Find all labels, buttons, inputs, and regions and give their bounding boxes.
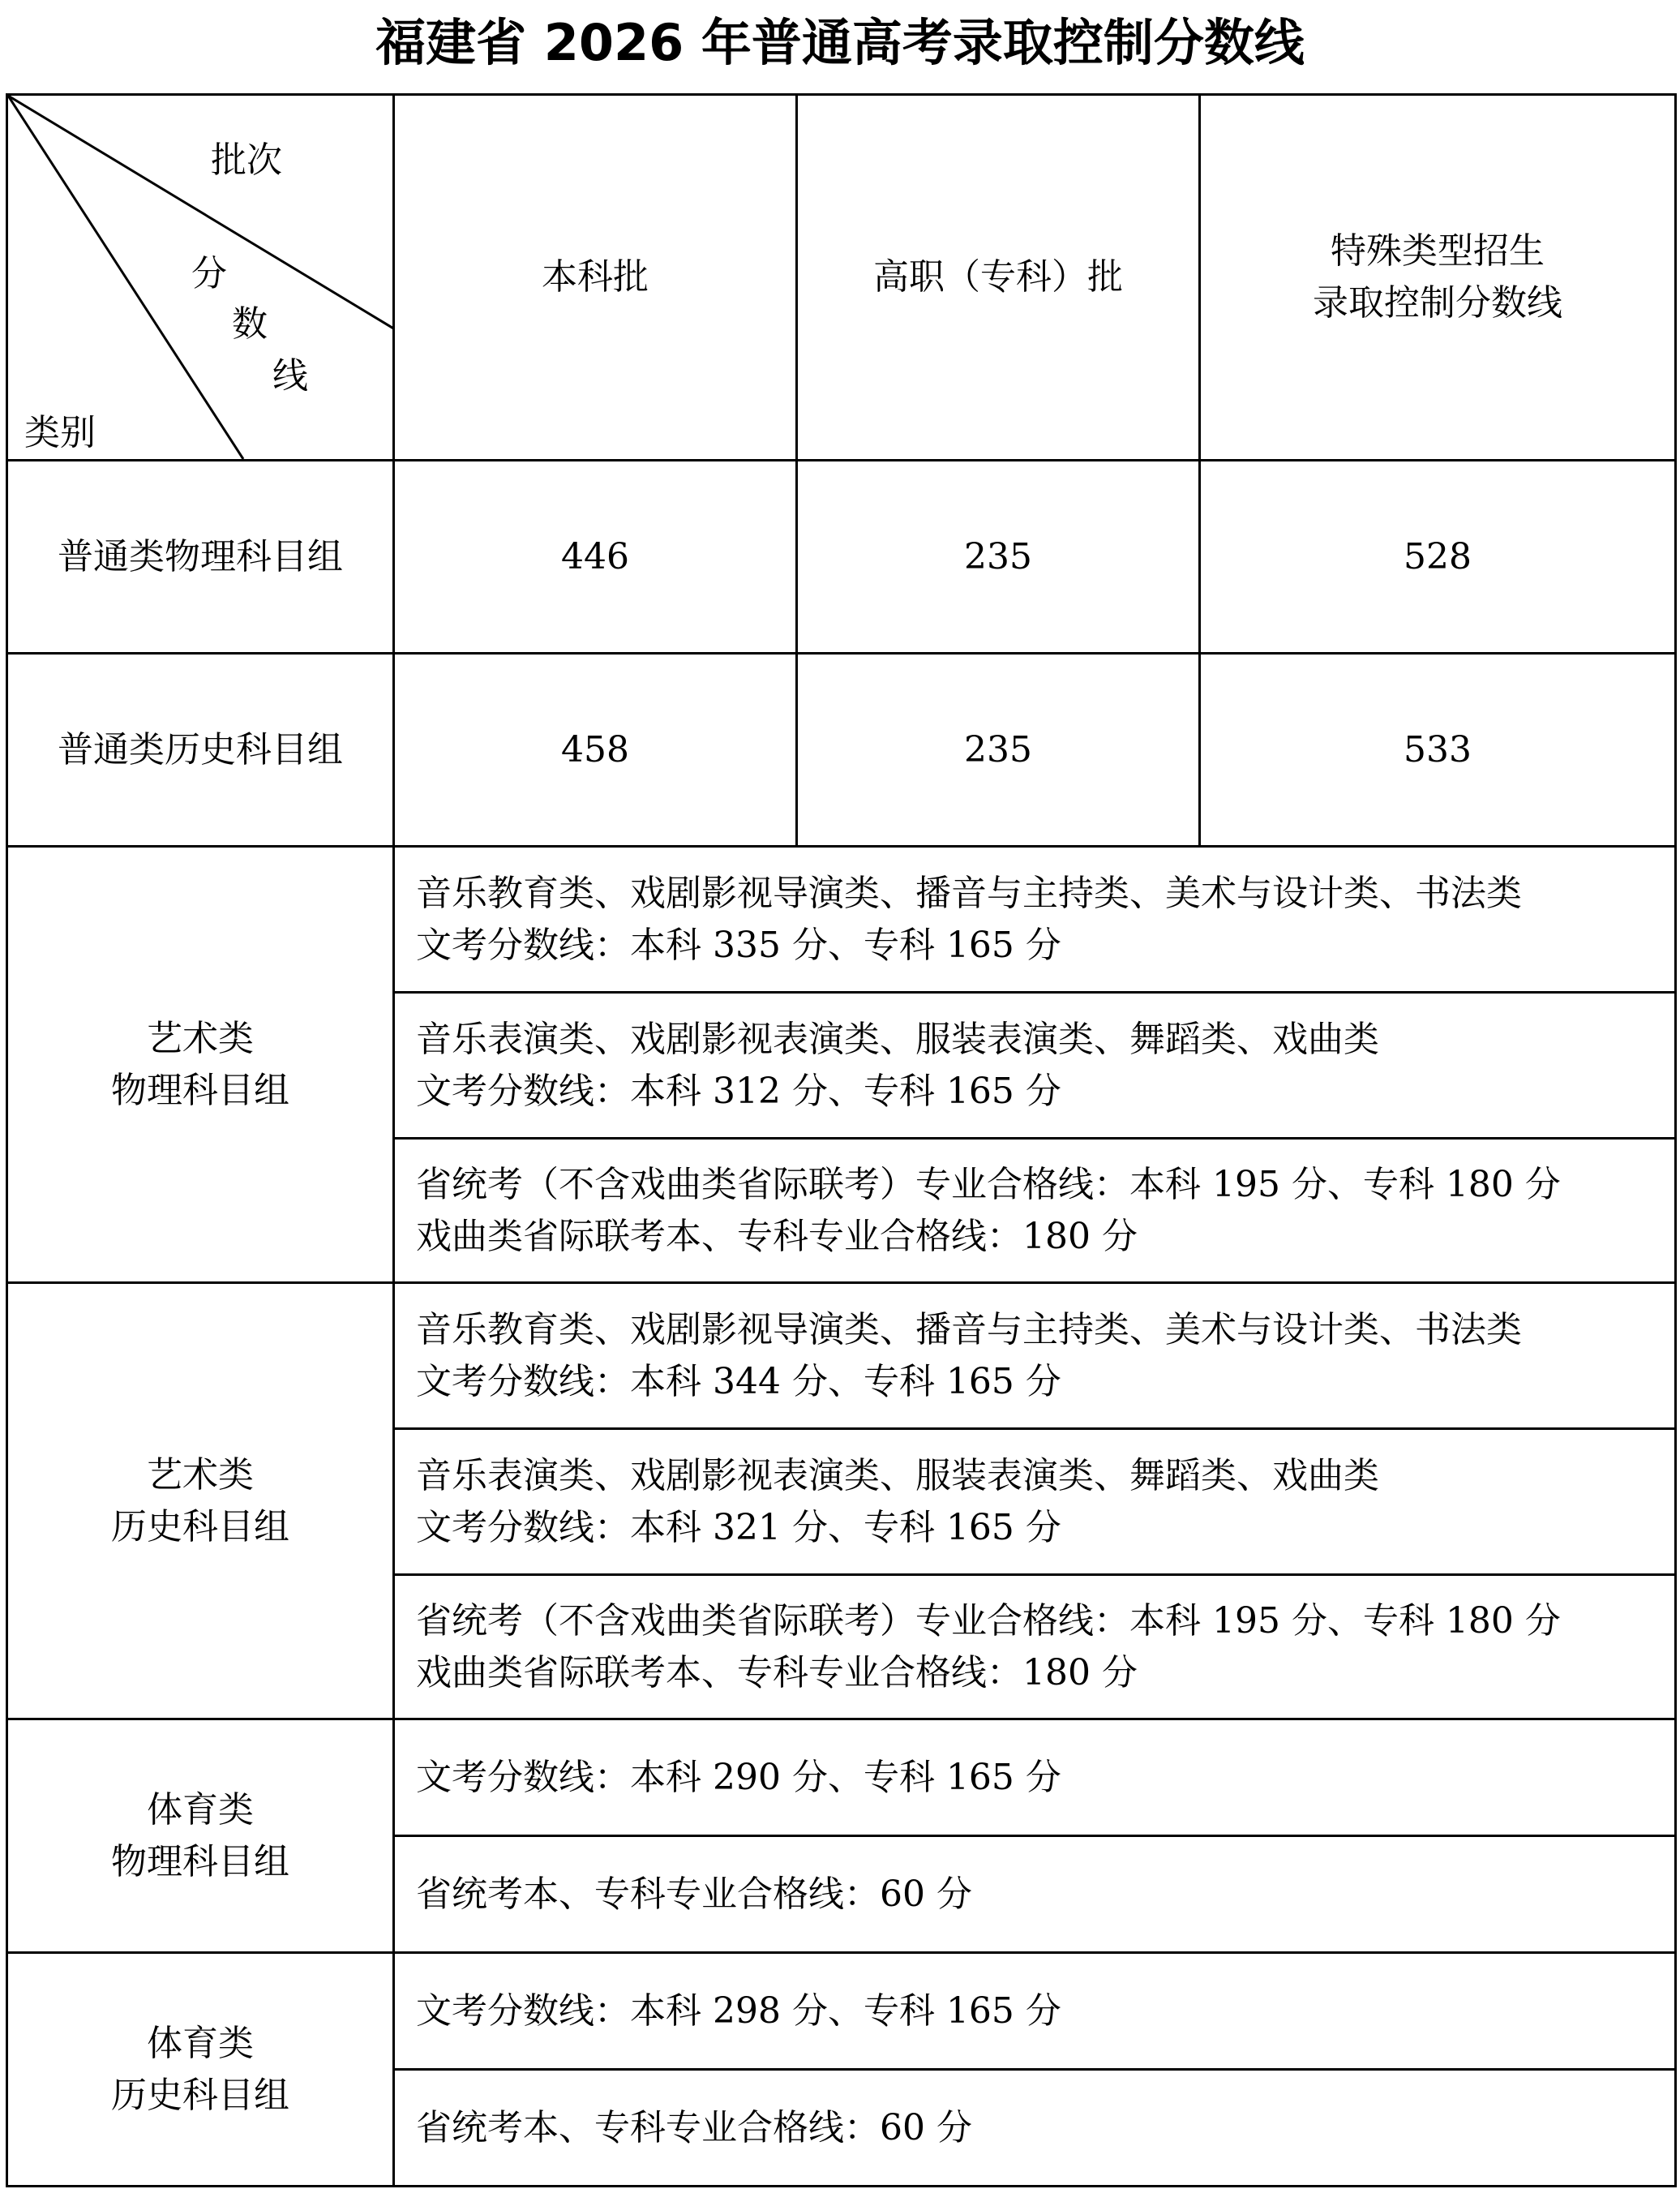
row-label-art-physics: [7, 847, 394, 1283]
group-label-line-1: 体育类: [147, 2022, 254, 2064]
score-note-cell: [394, 847, 1676, 993]
group-label-line-1: 艺术类: [147, 1017, 254, 1059]
score-note-cell: 文考分数线：本科 290 分、专科 165 分: [394, 1719, 1676, 1836]
table-row: [7, 461, 1676, 654]
score-cell: 533: [1200, 654, 1676, 847]
diagonal-corner-cell: [7, 95, 394, 461]
column-header-special: [1200, 95, 1676, 461]
table-row: [7, 654, 1676, 847]
table-row: [7, 1719, 1676, 1836]
note-line: 音乐表演类、戏剧影视表演类、服装表演类、舞蹈类、戏曲类: [416, 1018, 1379, 1060]
note-line: 戏曲类省际联考本、专科专业合格线：180 分: [416, 1215, 1138, 1257]
group-label-line-2: 物理科目组: [111, 1840, 289, 1882]
column-header-undergraduate: 本科批: [394, 95, 797, 461]
group-label-line-2: 历史科目组: [111, 2074, 289, 2116]
corner-label-score-3: 线: [272, 355, 308, 397]
score-cell: 235: [797, 461, 1200, 654]
note-line: 文考分数线：本科 335 分、专科 165 分: [416, 924, 1061, 966]
group-label-line-1: 体育类: [147, 1788, 254, 1831]
note-line: 文考分数线：本科 344 分、专科 165 分: [416, 1360, 1061, 1402]
note-line: 省统考（不含戏曲类省际联考）专业合格线：本科 195 分、专科 180 分: [416, 1163, 1561, 1205]
row-label-pe-physics: [7, 1719, 394, 1953]
table-row: [7, 1953, 1676, 2070]
note-line: 戏曲类省际联考本、专科专业合格线：180 分: [416, 1651, 1138, 1693]
special-header-line-2: 录取控制分数线: [1313, 282, 1562, 324]
table-row: [7, 1283, 1676, 1429]
page-title: 福建省 2026 年普通高考录取控制分数线: [375, 13, 1305, 72]
corner-label-score-1: 分: [191, 253, 227, 294]
note-line: 文考分数线：本科 321 分、专科 165 分: [416, 1506, 1061, 1548]
row-label-regular-history: 普通类历史科目组: [7, 654, 394, 847]
special-header-line-1: 特殊类型招生: [1331, 230, 1545, 272]
score-note-cell: [394, 1429, 1676, 1575]
score-note-cell: [394, 1139, 1676, 1283]
note-line: 文考分数线：本科 312 分、专科 165 分: [416, 1070, 1061, 1112]
score-note-cell: 文考分数线：本科 298 分、专科 165 分: [394, 1953, 1676, 2070]
group-label-line-2: 物理科目组: [111, 1069, 289, 1111]
score-note-cell: 省统考本、专科专业合格线：60 分: [394, 2070, 1676, 2187]
score-cell: 528: [1200, 461, 1676, 654]
corner-label-category: 类别: [24, 412, 96, 453]
score-cell: 446: [394, 461, 797, 654]
group-label-line-1: 艺术类: [147, 1453, 254, 1496]
score-table: [6, 93, 1677, 2187]
row-label-regular-physics: 普通类物理科目组: [7, 461, 394, 654]
note-line: 音乐表演类、戏剧影视表演类、服装表演类、舞蹈类、戏曲类: [416, 1454, 1379, 1496]
table-row: [7, 847, 1676, 993]
header-row: [7, 95, 1676, 461]
score-cell: 235: [797, 654, 1200, 847]
note-line: 音乐教育类、戏剧影视导演类、播音与主持类、美术与设计类、书法类: [416, 872, 1522, 914]
score-cell: 458: [394, 654, 797, 847]
score-note-cell: [394, 1575, 1676, 1719]
group-label-line-2: 历史科目组: [111, 1505, 289, 1547]
row-label-pe-history: [7, 1953, 394, 2187]
column-header-vocational: 高职（专科）批: [797, 95, 1200, 461]
score-note-cell: [394, 1283, 1676, 1429]
note-line: 省统考（不含戏曲类省际联考）专业合格线：本科 195 分、专科 180 分: [416, 1599, 1561, 1642]
score-note-cell: 省统考本、专科专业合格线：60 分: [394, 1836, 1676, 1953]
row-label-art-history: [7, 1283, 394, 1719]
corner-label-score-2: 数: [232, 303, 268, 345]
corner-label-batch: 批次: [211, 139, 282, 181]
note-line: 音乐教育类、戏剧影视导演类、播音与主持类、美术与设计类、书法类: [416, 1308, 1522, 1350]
score-note-cell: [394, 993, 1676, 1139]
